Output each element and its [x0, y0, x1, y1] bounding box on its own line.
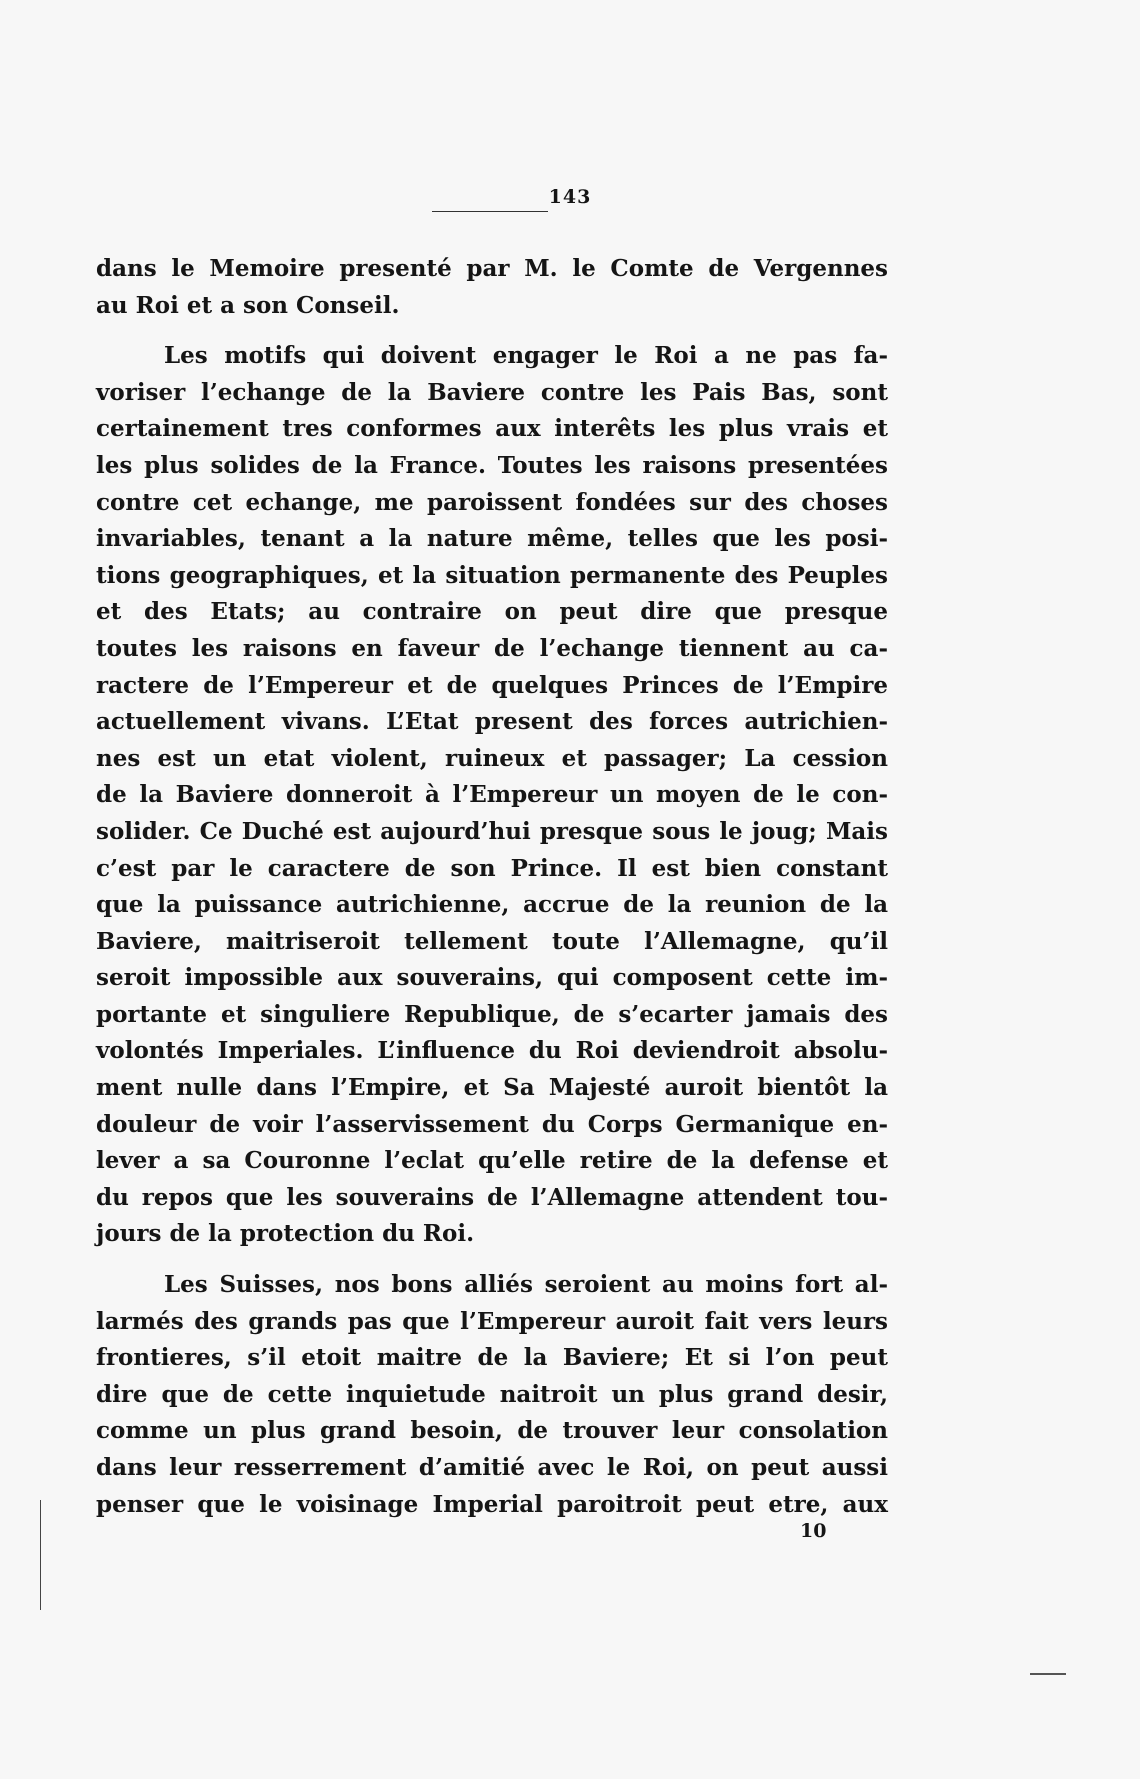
text-line: certainement tres conformes aux interêts les plus vrais et [96, 415, 888, 443]
text-line: Les Suisses, nos bons alliés seroient au moins fort al- [164, 1271, 888, 1299]
text-line: c’est par le caractere de son Prince. Il est bien constant [96, 854, 888, 882]
text-line: que la puissance autrichienne, accrue de la reunion de la [96, 891, 888, 919]
text-line: solider. Ce Duché est aujourd’hui presque sous le joug; Mais [96, 817, 888, 845]
body-text [96, 251, 888, 1523]
text-line: Les motifs qui doivent engager le Roi a ne pas fa- [164, 342, 888, 370]
margin-line [40, 1500, 41, 1610]
text-line: douleur de voir l’asservissement du Corps Germanique en- [96, 1110, 888, 1138]
text-line: larmés des grands pas que l’Empereur auroit fait vers leurs [96, 1307, 888, 1335]
text-line: contre cet echange, me paroissent fondées sur des choses [96, 488, 888, 516]
header-rule [432, 211, 548, 212]
signature-mark: 10 [800, 1520, 827, 1542]
text-line: dans le Memoire presenté par M. le Comte de Vergennes [96, 255, 888, 282]
text-line: ractere de l’Empereur et de quelques Princes de l’Empire [96, 671, 888, 699]
text-line: lever a sa Couronne l’eclat qu’elle retire de la defense et [96, 1147, 888, 1175]
text-line: comme un plus grand besoin, de trouver leur consolation [96, 1417, 888, 1445]
paragraph-gap [96, 324, 888, 338]
text-line: tions geographiques, et la situation permanente des Peuples [96, 561, 888, 589]
text-line: portante et singuliere Republique, de s’ecarter jamais des [96, 1000, 888, 1028]
text-line: du repos que les souverains de l’Allemagne attendent tou- [96, 1183, 888, 1211]
text-line: volontés Imperiales. L’influence du Roi deviendroit absolu- [96, 1037, 888, 1065]
text-line: seroit impossible aux souverains, qui composent cette im- [96, 964, 888, 992]
text-line: et des Etats; au contraire on peut dire que presque [96, 598, 888, 626]
text-line: ment nulle dans l’Empire, et Sa Majesté auroit bientôt la [96, 1074, 888, 1102]
paragraph-gap [96, 1253, 888, 1267]
text-line: voriser l’echange de la Baviere contre les Pais Bas, sont [96, 378, 888, 406]
margin-dash [1030, 1673, 1066, 1675]
text-line: actuellement vivans. L’Etat present des forces autrichien- [96, 708, 888, 736]
text-line: dire que de cette inquietude naitroit un plus grand desir, [96, 1380, 888, 1408]
text-line: au Roi et a son Conseil. [96, 291, 400, 319]
text-line: Baviere, maitriseroit tellement toute l’Allemagne, qu’il [96, 927, 888, 955]
text-line: penser que le voisinage Imperial paroitroit peut etre, aux [96, 1490, 888, 1518]
text-line: les plus solides de la France. Toutes les raisons presentées [96, 451, 888, 479]
text-line: invariables, tenant a la nature même, telles que les posi- [96, 525, 888, 553]
text-line: jours de la protection du Roi. [96, 1220, 475, 1248]
text-line: frontieres, s’il etoit maitre de la Baviere; Et si l’on peut [96, 1344, 888, 1372]
text-line: de la Baviere donneroit à l’Empereur un moyen de le con- [96, 781, 888, 809]
page-number: 143 [548, 186, 592, 208]
text-line: toutes les raisons en faveur de l’echange tiennent au ca- [96, 634, 888, 662]
text-line: dans leur resserrement d’amitié avec le Roi, on peut aussi [96, 1454, 888, 1481]
text-line: nes est un etat violent, ruineux et passager; La cession [96, 744, 888, 772]
